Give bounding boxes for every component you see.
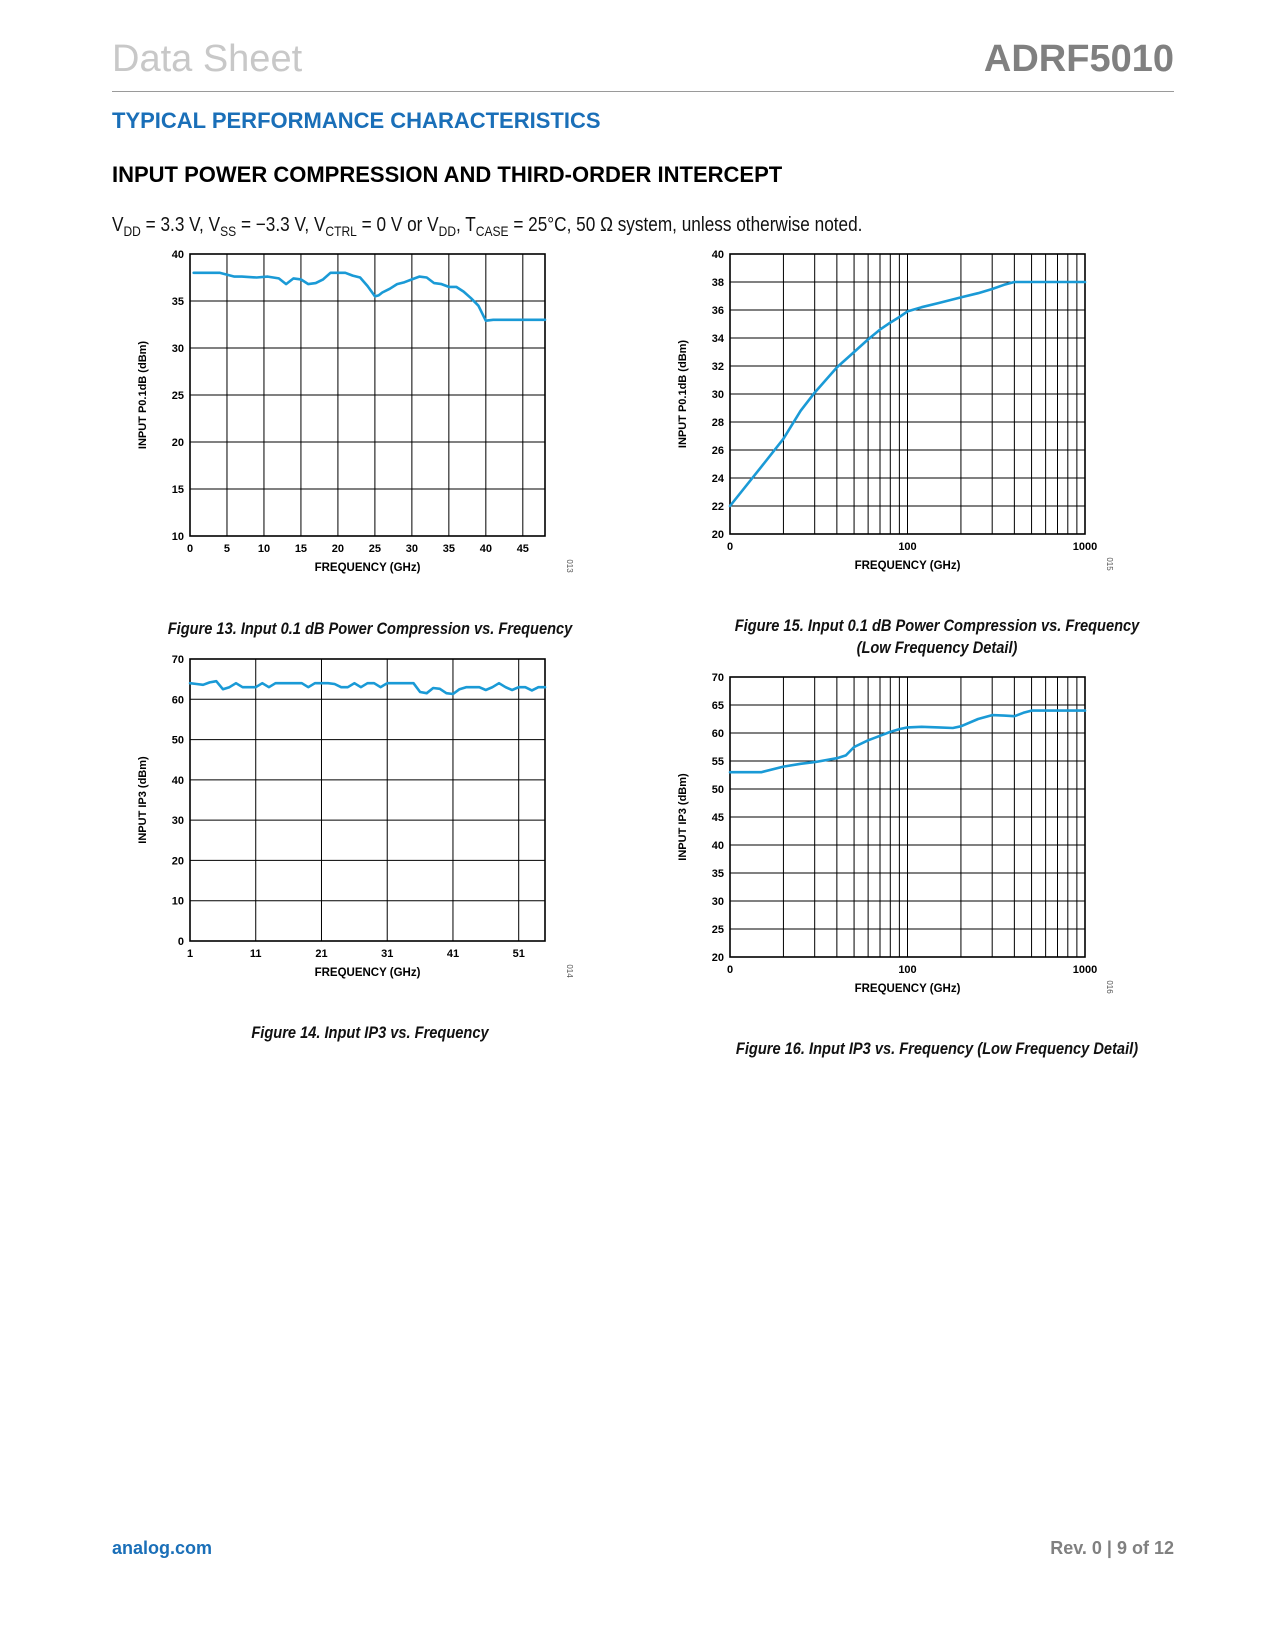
x-tick-label: 1 <box>186 948 194 960</box>
cond-text: = 3.3 V, V <box>140 214 221 236</box>
y-tick-label: 50 <box>171 734 184 747</box>
y-tick-label: 25 <box>711 924 724 936</box>
x-tick-label: 1000 <box>1072 541 1098 553</box>
plot-frame <box>190 659 545 941</box>
figure-code: 013 <box>565 559 574 573</box>
x-tick-label: 100 <box>898 541 917 553</box>
figure-13-chart <box>130 250 590 590</box>
x-tick-label: 31 <box>381 948 394 960</box>
y-tick-label: 36 <box>711 305 724 317</box>
y-tick-label: 40 <box>711 840 724 852</box>
x-tick-label: 1000 <box>1072 964 1098 976</box>
header-product-name: ADRF5010 <box>983 38 1174 80</box>
y-tick-label: 60 <box>171 694 184 707</box>
figure-16-chart <box>677 672 1150 1023</box>
section-title: TYPICAL PERFORMANCE CHARACTERISTICS <box>112 108 601 133</box>
x-tick-label: 0 <box>726 541 734 553</box>
cond-text: V <box>112 214 124 236</box>
y-tick-label: 35 <box>171 296 184 308</box>
cond-sub: CASE <box>475 223 509 239</box>
y-tick-label: 0 <box>177 936 184 948</box>
series-line <box>190 681 545 694</box>
x-tick-label: 25 <box>368 543 382 555</box>
y-tick-label: 30 <box>711 389 724 401</box>
footer-revision-page: Rev. 0 | 9 of 12 <box>1050 1538 1174 1558</box>
cond-sub: SS <box>220 223 237 239</box>
y-tick-label: 15 <box>171 484 184 496</box>
x-tick-label: 30 <box>405 543 418 555</box>
x-tick-label: 20 <box>331 543 345 555</box>
header-divider <box>112 91 1174 92</box>
cond-text: = 25°C, 50 Ω system, unless otherwise noted. <box>508 214 863 236</box>
header-doc-type: Data Sheet <box>112 38 303 80</box>
y-axis-label: INPUT IP3 (dBm) <box>677 773 689 861</box>
figure-code: 014 <box>565 964 574 978</box>
y-axis-label: INPUT IP3 (dBm) <box>137 756 149 844</box>
x-axis-label: FREQUENCY (GHz) <box>314 562 421 574</box>
y-tick-label: 34 <box>711 333 724 345</box>
footer-website-link[interactable]: analog.com <box>112 1538 213 1558</box>
y-tick-label: 30 <box>171 343 184 355</box>
figure-15-caption: Figure 15. Input 0.1 dB Power Compression vs. Frequency (Low Frequency Detail) <box>734 616 1140 657</box>
x-axis-label: FREQUENCY (GHz) <box>854 560 961 572</box>
y-tick-label: 50 <box>711 784 724 796</box>
x-axis-label: FREQUENCY (GHz) <box>854 983 961 995</box>
y-tick-label: 40 <box>711 249 724 261</box>
x-tick-label: 15 <box>294 543 308 555</box>
y-tick-label: 26 <box>711 445 724 457</box>
y-tick-label: 22 <box>711 501 724 513</box>
y-tick-label: 30 <box>171 815 184 828</box>
y-tick-label: 70 <box>711 672 724 684</box>
y-tick-label: 40 <box>171 774 184 787</box>
figure-13-caption: Figure 13. Input 0.1 dB Power Compression vs. Frequency <box>167 619 573 638</box>
y-tick-label: 10 <box>171 531 184 543</box>
y-tick-label: 20 <box>711 529 724 541</box>
figure-14-chart <box>130 655 590 1005</box>
y-tick-label: 40 <box>171 249 184 261</box>
y-tick-label: 55 <box>711 756 724 768</box>
cond-text: = 0 V or V <box>356 214 439 236</box>
y-tick-label: 30 <box>711 896 724 908</box>
y-tick-label: 32 <box>711 361 724 373</box>
y-tick-label: 70 <box>171 654 184 666</box>
x-tick-label: 100 <box>898 964 917 976</box>
y-tick-label: 45 <box>711 812 724 824</box>
cond-sub: DD <box>438 223 457 239</box>
cond-sub: CTRL <box>325 223 357 239</box>
figure-14-caption: Figure 14. Input IP3 vs. Frequency <box>251 1023 489 1042</box>
y-tick-label: 20 <box>171 437 184 449</box>
test-conditions <box>112 214 862 237</box>
x-tick-label: 10 <box>257 543 271 555</box>
y-axis-label: INPUT P0.1dB (dBm) <box>677 339 689 449</box>
y-tick-label: 60 <box>711 728 724 740</box>
cond-sub: DD <box>123 223 141 239</box>
figure-15-chart <box>677 249 1150 590</box>
x-tick-label: 0 <box>186 543 194 555</box>
cond-text: = −3.3 V, V <box>236 214 326 236</box>
x-tick-label: 21 <box>315 948 328 960</box>
y-tick-label: 65 <box>711 700 724 712</box>
y-tick-label: 10 <box>171 895 184 908</box>
figure-code: 016 <box>1105 980 1114 994</box>
y-tick-label: 38 <box>711 277 724 289</box>
y-tick-label: 20 <box>171 855 184 868</box>
y-axis-label: INPUT P0.1dB (dBm) <box>137 340 149 450</box>
cond-text: , T <box>456 214 476 236</box>
y-tick-label: 20 <box>711 952 724 964</box>
x-tick-label: 11 <box>249 948 262 960</box>
series-line <box>194 273 545 321</box>
x-axis-label: FREQUENCY (GHz) <box>314 967 421 979</box>
x-tick-label: 41 <box>446 948 460 960</box>
figure-16-caption: Figure 16. Input IP3 vs. Frequency (Low Frequency Detail) <box>735 1039 1139 1058</box>
y-tick-label: 25 <box>171 390 184 402</box>
x-tick-label: 5 <box>223 543 231 555</box>
x-tick-label: 35 <box>442 543 455 555</box>
x-tick-label: 51 <box>512 948 525 960</box>
y-tick-label: 35 <box>711 868 724 880</box>
y-tick-label: 28 <box>711 417 724 429</box>
x-tick-label: 40 <box>479 543 492 555</box>
figure-code: 015 <box>1105 557 1114 571</box>
x-tick-label: 0 <box>726 964 734 976</box>
subsection-title: INPUT POWER COMPRESSION AND THIRD-ORDER INTERCEPT <box>112 162 783 187</box>
y-tick-label: 24 <box>711 473 724 485</box>
x-tick-label: 45 <box>516 543 529 555</box>
